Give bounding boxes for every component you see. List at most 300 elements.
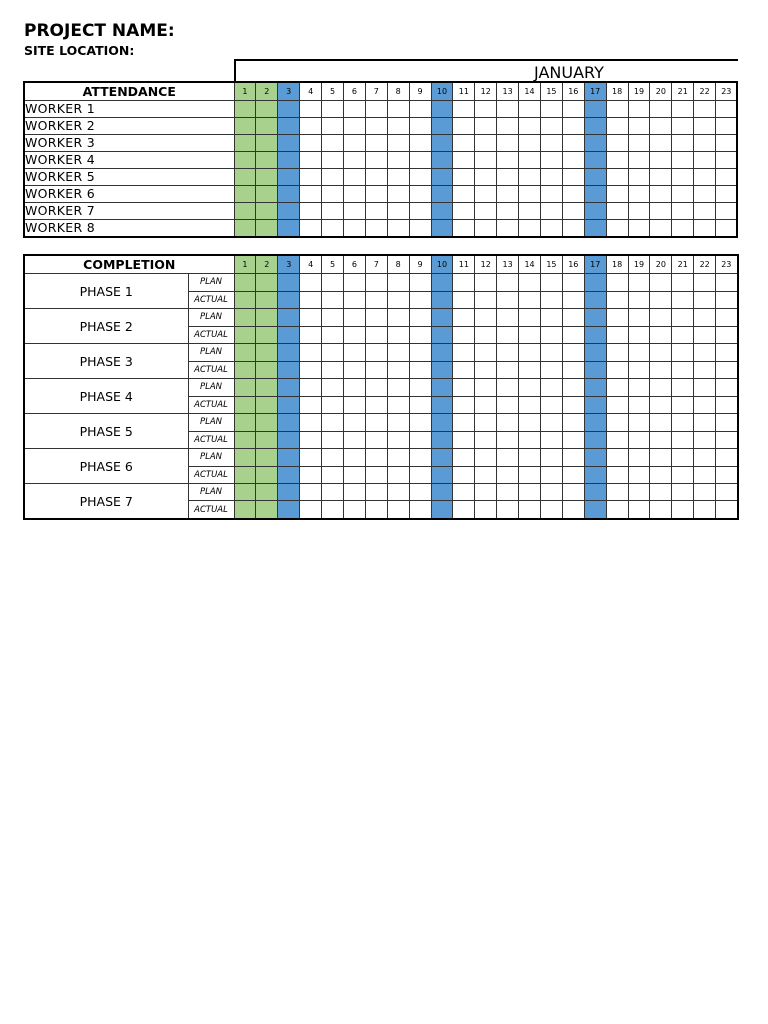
- plan-cell[interactable]: [694, 379, 716, 397]
- attendance-cell[interactable]: [475, 203, 497, 220]
- attendance-cell[interactable]: [409, 169, 431, 186]
- attendance-cell[interactable]: [628, 101, 650, 118]
- attendance-cell[interactable]: [562, 118, 584, 135]
- actual-cell[interactable]: [562, 361, 584, 379]
- plan-cell[interactable]: [322, 309, 344, 327]
- plan-cell[interactable]: [234, 449, 256, 467]
- plan-cell[interactable]: [540, 309, 562, 327]
- plan-cell[interactable]: [278, 274, 300, 292]
- actual-cell[interactable]: [256, 291, 278, 309]
- actual-cell[interactable]: [409, 501, 431, 519]
- plan-cell[interactable]: [584, 484, 606, 501]
- actual-cell[interactable]: [540, 361, 562, 379]
- attendance-cell[interactable]: [650, 220, 672, 238]
- actual-cell[interactable]: [716, 361, 738, 379]
- attendance-cell[interactable]: [519, 118, 541, 135]
- attendance-cell[interactable]: [650, 203, 672, 220]
- attendance-cell[interactable]: [431, 118, 453, 135]
- attendance-cell[interactable]: [343, 169, 365, 186]
- actual-cell[interactable]: [475, 501, 497, 519]
- attendance-cell[interactable]: [497, 135, 519, 152]
- actual-cell[interactable]: [716, 466, 738, 484]
- attendance-cell[interactable]: [322, 118, 344, 135]
- actual-cell[interactable]: [694, 396, 716, 414]
- actual-cell[interactable]: [672, 291, 694, 309]
- attendance-cell[interactable]: [694, 203, 716, 220]
- attendance-cell[interactable]: [453, 152, 475, 169]
- actual-cell[interactable]: [256, 326, 278, 344]
- actual-cell[interactable]: [322, 326, 344, 344]
- attendance-cell[interactable]: [300, 101, 322, 118]
- attendance-cell[interactable]: [256, 152, 278, 169]
- plan-cell[interactable]: [716, 309, 738, 327]
- actual-cell[interactable]: [234, 361, 256, 379]
- attendance-cell[interactable]: [584, 152, 606, 169]
- actual-cell[interactable]: [519, 326, 541, 344]
- actual-cell[interactable]: [562, 326, 584, 344]
- attendance-cell[interactable]: [234, 186, 256, 203]
- plan-cell[interactable]: [606, 274, 628, 292]
- actual-cell[interactable]: [562, 396, 584, 414]
- plan-cell[interactable]: [672, 449, 694, 467]
- attendance-cell[interactable]: [562, 169, 584, 186]
- attendance-cell[interactable]: [475, 135, 497, 152]
- attendance-cell[interactable]: [409, 220, 431, 238]
- attendance-cell[interactable]: [606, 101, 628, 118]
- plan-cell[interactable]: [234, 309, 256, 327]
- attendance-cell[interactable]: [431, 152, 453, 169]
- attendance-cell[interactable]: [343, 203, 365, 220]
- actual-cell[interactable]: [650, 431, 672, 449]
- attendance-cell[interactable]: [475, 118, 497, 135]
- attendance-cell[interactable]: [606, 203, 628, 220]
- attendance-cell[interactable]: [519, 220, 541, 238]
- plan-cell[interactable]: [628, 379, 650, 397]
- attendance-cell[interactable]: [475, 220, 497, 238]
- attendance-cell[interactable]: [256, 203, 278, 220]
- actual-cell[interactable]: [431, 431, 453, 449]
- attendance-cell[interactable]: [278, 203, 300, 220]
- attendance-cell[interactable]: [716, 152, 738, 169]
- attendance-cell[interactable]: [584, 220, 606, 238]
- actual-cell[interactable]: [584, 396, 606, 414]
- actual-cell[interactable]: [256, 466, 278, 484]
- plan-cell[interactable]: [387, 309, 409, 327]
- plan-cell[interactable]: [650, 449, 672, 467]
- actual-cell[interactable]: [584, 361, 606, 379]
- attendance-cell[interactable]: [409, 118, 431, 135]
- attendance-cell[interactable]: [278, 118, 300, 135]
- actual-cell[interactable]: [540, 501, 562, 519]
- attendance-cell[interactable]: [584, 203, 606, 220]
- attendance-cell[interactable]: [300, 186, 322, 203]
- attendance-cell[interactable]: [365, 169, 387, 186]
- attendance-cell[interactable]: [497, 220, 519, 238]
- attendance-cell[interactable]: [562, 203, 584, 220]
- plan-cell[interactable]: [300, 379, 322, 397]
- actual-cell[interactable]: [650, 291, 672, 309]
- attendance-cell[interactable]: [672, 118, 694, 135]
- attendance-cell[interactable]: [606, 152, 628, 169]
- attendance-cell[interactable]: [628, 135, 650, 152]
- actual-cell[interactable]: [519, 431, 541, 449]
- plan-cell[interactable]: [540, 484, 562, 501]
- plan-cell[interactable]: [256, 484, 278, 501]
- plan-cell[interactable]: [300, 484, 322, 501]
- actual-cell[interactable]: [540, 466, 562, 484]
- plan-cell[interactable]: [540, 379, 562, 397]
- attendance-cell[interactable]: [256, 101, 278, 118]
- actual-cell[interactable]: [650, 396, 672, 414]
- attendance-cell[interactable]: [519, 135, 541, 152]
- plan-cell[interactable]: [475, 344, 497, 362]
- actual-cell[interactable]: [278, 326, 300, 344]
- plan-cell[interactable]: [365, 344, 387, 362]
- attendance-cell[interactable]: [453, 186, 475, 203]
- actual-cell[interactable]: [562, 291, 584, 309]
- actual-cell[interactable]: [256, 396, 278, 414]
- plan-cell[interactable]: [300, 414, 322, 432]
- attendance-cell[interactable]: [519, 152, 541, 169]
- plan-cell[interactable]: [694, 309, 716, 327]
- attendance-cell[interactable]: [409, 152, 431, 169]
- plan-cell[interactable]: [409, 379, 431, 397]
- plan-cell[interactable]: [694, 274, 716, 292]
- actual-cell[interactable]: [694, 431, 716, 449]
- plan-cell[interactable]: [365, 414, 387, 432]
- plan-cell[interactable]: [409, 414, 431, 432]
- actual-cell[interactable]: [497, 466, 519, 484]
- plan-cell[interactable]: [497, 414, 519, 432]
- attendance-cell[interactable]: [256, 169, 278, 186]
- attendance-cell[interactable]: [387, 169, 409, 186]
- actual-cell[interactable]: [650, 326, 672, 344]
- attendance-cell[interactable]: [694, 135, 716, 152]
- plan-cell[interactable]: [387, 344, 409, 362]
- plan-cell[interactable]: [278, 484, 300, 501]
- actual-cell[interactable]: [628, 326, 650, 344]
- attendance-cell[interactable]: [431, 169, 453, 186]
- actual-cell[interactable]: [300, 501, 322, 519]
- attendance-cell[interactable]: [234, 118, 256, 135]
- attendance-cell[interactable]: [453, 118, 475, 135]
- actual-cell[interactable]: [300, 291, 322, 309]
- actual-cell[interactable]: [322, 291, 344, 309]
- actual-cell[interactable]: [365, 396, 387, 414]
- actual-cell[interactable]: [584, 291, 606, 309]
- attendance-cell[interactable]: [716, 101, 738, 118]
- attendance-cell[interactable]: [409, 101, 431, 118]
- plan-cell[interactable]: [672, 484, 694, 501]
- actual-cell[interactable]: [497, 361, 519, 379]
- plan-cell[interactable]: [387, 274, 409, 292]
- plan-cell[interactable]: [409, 344, 431, 362]
- actual-cell[interactable]: [716, 291, 738, 309]
- attendance-cell[interactable]: [431, 203, 453, 220]
- attendance-cell[interactable]: [519, 186, 541, 203]
- attendance-cell[interactable]: [562, 152, 584, 169]
- actual-cell[interactable]: [453, 466, 475, 484]
- plan-cell[interactable]: [365, 379, 387, 397]
- attendance-cell[interactable]: [300, 169, 322, 186]
- actual-cell[interactable]: [475, 431, 497, 449]
- plan-cell[interactable]: [343, 414, 365, 432]
- actual-cell[interactable]: [540, 396, 562, 414]
- actual-cell[interactable]: [409, 466, 431, 484]
- actual-cell[interactable]: [300, 361, 322, 379]
- actual-cell[interactable]: [409, 431, 431, 449]
- plan-cell[interactable]: [322, 344, 344, 362]
- plan-cell[interactable]: [387, 449, 409, 467]
- attendance-cell[interactable]: [562, 101, 584, 118]
- attendance-cell[interactable]: [322, 203, 344, 220]
- plan-cell[interactable]: [519, 344, 541, 362]
- actual-cell[interactable]: [672, 431, 694, 449]
- attendance-cell[interactable]: [716, 186, 738, 203]
- actual-cell[interactable]: [387, 291, 409, 309]
- actual-cell[interactable]: [365, 466, 387, 484]
- actual-cell[interactable]: [300, 396, 322, 414]
- plan-cell[interactable]: [519, 379, 541, 397]
- plan-cell[interactable]: [475, 274, 497, 292]
- actual-cell[interactable]: [475, 466, 497, 484]
- actual-cell[interactable]: [278, 466, 300, 484]
- attendance-cell[interactable]: [300, 152, 322, 169]
- plan-cell[interactable]: [628, 274, 650, 292]
- actual-cell[interactable]: [562, 501, 584, 519]
- plan-cell[interactable]: [716, 344, 738, 362]
- actual-cell[interactable]: [497, 326, 519, 344]
- actual-cell[interactable]: [606, 431, 628, 449]
- plan-cell[interactable]: [716, 484, 738, 501]
- plan-cell[interactable]: [475, 309, 497, 327]
- actual-cell[interactable]: [409, 291, 431, 309]
- attendance-cell[interactable]: [584, 118, 606, 135]
- plan-cell[interactable]: [519, 449, 541, 467]
- attendance-cell[interactable]: [672, 169, 694, 186]
- plan-cell[interactable]: [497, 484, 519, 501]
- attendance-cell[interactable]: [716, 220, 738, 238]
- attendance-cell[interactable]: [562, 135, 584, 152]
- plan-cell[interactable]: [322, 274, 344, 292]
- plan-cell[interactable]: [234, 274, 256, 292]
- attendance-cell[interactable]: [365, 220, 387, 238]
- attendance-cell[interactable]: [256, 220, 278, 238]
- attendance-cell[interactable]: [387, 203, 409, 220]
- plan-cell[interactable]: [650, 414, 672, 432]
- plan-cell[interactable]: [387, 414, 409, 432]
- actual-cell[interactable]: [278, 291, 300, 309]
- plan-cell[interactable]: [387, 484, 409, 501]
- actual-cell[interactable]: [256, 501, 278, 519]
- attendance-cell[interactable]: [694, 169, 716, 186]
- actual-cell[interactable]: [540, 291, 562, 309]
- actual-cell[interactable]: [300, 431, 322, 449]
- attendance-cell[interactable]: [650, 101, 672, 118]
- attendance-cell[interactable]: [300, 118, 322, 135]
- attendance-cell[interactable]: [322, 135, 344, 152]
- attendance-cell[interactable]: [694, 118, 716, 135]
- plan-cell[interactable]: [497, 309, 519, 327]
- actual-cell[interactable]: [234, 431, 256, 449]
- attendance-cell[interactable]: [628, 169, 650, 186]
- attendance-cell[interactable]: [300, 220, 322, 238]
- attendance-cell[interactable]: [519, 169, 541, 186]
- plan-cell[interactable]: [256, 449, 278, 467]
- plan-cell[interactable]: [540, 449, 562, 467]
- plan-cell[interactable]: [387, 379, 409, 397]
- attendance-cell[interactable]: [650, 135, 672, 152]
- actual-cell[interactable]: [278, 431, 300, 449]
- plan-cell[interactable]: [343, 344, 365, 362]
- plan-cell[interactable]: [278, 379, 300, 397]
- actual-cell[interactable]: [672, 501, 694, 519]
- actual-cell[interactable]: [694, 326, 716, 344]
- actual-cell[interactable]: [365, 326, 387, 344]
- attendance-cell[interactable]: [672, 203, 694, 220]
- plan-cell[interactable]: [431, 309, 453, 327]
- attendance-cell[interactable]: [365, 152, 387, 169]
- attendance-cell[interactable]: [497, 186, 519, 203]
- attendance-cell[interactable]: [475, 169, 497, 186]
- plan-cell[interactable]: [606, 449, 628, 467]
- actual-cell[interactable]: [322, 431, 344, 449]
- actual-cell[interactable]: [234, 326, 256, 344]
- attendance-cell[interactable]: [453, 220, 475, 238]
- actual-cell[interactable]: [343, 501, 365, 519]
- plan-cell[interactable]: [453, 309, 475, 327]
- actual-cell[interactable]: [606, 501, 628, 519]
- attendance-cell[interactable]: [475, 186, 497, 203]
- plan-cell[interactable]: [300, 309, 322, 327]
- plan-cell[interactable]: [497, 379, 519, 397]
- actual-cell[interactable]: [606, 326, 628, 344]
- plan-cell[interactable]: [322, 379, 344, 397]
- actual-cell[interactable]: [584, 466, 606, 484]
- attendance-cell[interactable]: [475, 152, 497, 169]
- actual-cell[interactable]: [431, 501, 453, 519]
- attendance-cell[interactable]: [365, 118, 387, 135]
- attendance-cell[interactable]: [365, 101, 387, 118]
- plan-cell[interactable]: [365, 274, 387, 292]
- plan-cell[interactable]: [475, 414, 497, 432]
- attendance-cell[interactable]: [606, 220, 628, 238]
- attendance-cell[interactable]: [256, 135, 278, 152]
- actual-cell[interactable]: [256, 361, 278, 379]
- actual-cell[interactable]: [716, 431, 738, 449]
- plan-cell[interactable]: [234, 344, 256, 362]
- actual-cell[interactable]: [562, 431, 584, 449]
- actual-cell[interactable]: [475, 291, 497, 309]
- plan-cell[interactable]: [606, 484, 628, 501]
- attendance-cell[interactable]: [694, 186, 716, 203]
- attendance-cell[interactable]: [234, 101, 256, 118]
- attendance-cell[interactable]: [540, 203, 562, 220]
- plan-cell[interactable]: [278, 414, 300, 432]
- attendance-cell[interactable]: [716, 203, 738, 220]
- attendance-cell[interactable]: [628, 203, 650, 220]
- plan-cell[interactable]: [519, 414, 541, 432]
- actual-cell[interactable]: [519, 291, 541, 309]
- attendance-cell[interactable]: [322, 101, 344, 118]
- attendance-cell[interactable]: [497, 101, 519, 118]
- attendance-cell[interactable]: [672, 135, 694, 152]
- plan-cell[interactable]: [256, 344, 278, 362]
- plan-cell[interactable]: [409, 274, 431, 292]
- attendance-cell[interactable]: [300, 135, 322, 152]
- actual-cell[interactable]: [497, 501, 519, 519]
- actual-cell[interactable]: [562, 466, 584, 484]
- plan-cell[interactable]: [562, 414, 584, 432]
- plan-cell[interactable]: [453, 449, 475, 467]
- actual-cell[interactable]: [278, 361, 300, 379]
- attendance-cell[interactable]: [387, 135, 409, 152]
- attendance-cell[interactable]: [540, 169, 562, 186]
- plan-cell[interactable]: [716, 449, 738, 467]
- attendance-cell[interactable]: [387, 186, 409, 203]
- plan-cell[interactable]: [234, 414, 256, 432]
- attendance-cell[interactable]: [409, 135, 431, 152]
- plan-cell[interactable]: [431, 344, 453, 362]
- plan-cell[interactable]: [497, 449, 519, 467]
- attendance-cell[interactable]: [234, 203, 256, 220]
- attendance-cell[interactable]: [540, 135, 562, 152]
- attendance-cell[interactable]: [278, 152, 300, 169]
- plan-cell[interactable]: [278, 344, 300, 362]
- actual-cell[interactable]: [234, 396, 256, 414]
- actual-cell[interactable]: [497, 396, 519, 414]
- plan-cell[interactable]: [475, 484, 497, 501]
- plan-cell[interactable]: [540, 274, 562, 292]
- actual-cell[interactable]: [365, 291, 387, 309]
- attendance-cell[interactable]: [606, 169, 628, 186]
- attendance-cell[interactable]: [584, 186, 606, 203]
- attendance-cell[interactable]: [234, 220, 256, 238]
- plan-cell[interactable]: [716, 414, 738, 432]
- actual-cell[interactable]: [300, 466, 322, 484]
- plan-cell[interactable]: [343, 484, 365, 501]
- plan-cell[interactable]: [584, 344, 606, 362]
- actual-cell[interactable]: [234, 501, 256, 519]
- plan-cell[interactable]: [343, 449, 365, 467]
- actual-cell[interactable]: [694, 361, 716, 379]
- attendance-cell[interactable]: [322, 186, 344, 203]
- actual-cell[interactable]: [343, 291, 365, 309]
- attendance-cell[interactable]: [278, 169, 300, 186]
- plan-cell[interactable]: [584, 309, 606, 327]
- attendance-cell[interactable]: [650, 186, 672, 203]
- attendance-cell[interactable]: [278, 135, 300, 152]
- attendance-cell[interactable]: [234, 152, 256, 169]
- actual-cell[interactable]: [540, 431, 562, 449]
- attendance-cell[interactable]: [606, 118, 628, 135]
- actual-cell[interactable]: [256, 431, 278, 449]
- plan-cell[interactable]: [497, 274, 519, 292]
- attendance-cell[interactable]: [519, 203, 541, 220]
- actual-cell[interactable]: [650, 466, 672, 484]
- plan-cell[interactable]: [628, 309, 650, 327]
- actual-cell[interactable]: [300, 326, 322, 344]
- plan-cell[interactable]: [672, 309, 694, 327]
- actual-cell[interactable]: [387, 326, 409, 344]
- actual-cell[interactable]: [584, 501, 606, 519]
- plan-cell[interactable]: [716, 274, 738, 292]
- actual-cell[interactable]: [519, 361, 541, 379]
- actual-cell[interactable]: [694, 501, 716, 519]
- attendance-cell[interactable]: [453, 203, 475, 220]
- actual-cell[interactable]: [387, 501, 409, 519]
- plan-cell[interactable]: [497, 344, 519, 362]
